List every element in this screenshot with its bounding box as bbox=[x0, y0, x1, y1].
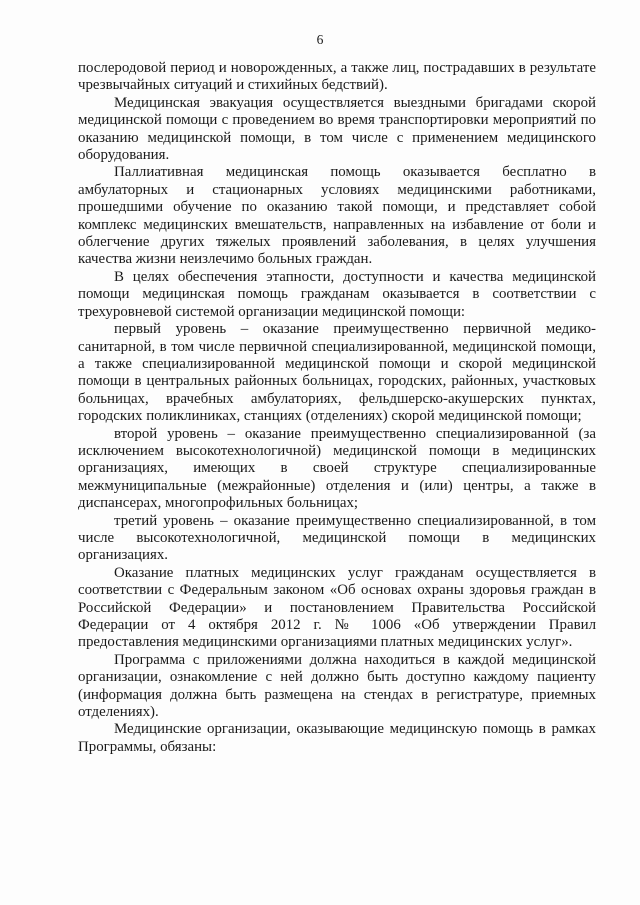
paragraph-palliative-care: Паллиативная медицинская помощь оказывается бесплатно в амбулаторных и стационарных условиях медицинскими работниками, прошедшими обучение по оказанию такой помощи, и представляет собой комплекс медицинских вмешательств, направленных на избавление от боли и облегчение других тяжелых проявлений заболевания, в целях улучшения качества жизни неизлечимо больных граждан. bbox=[78, 164, 596, 268]
list-item-second-level: второй уровень – оказание преимущественно специализированной (за исключением высокотехнологичной) медицинской помощи в медицинских организациях, имеющих в своей структуре специализированные межмуниципальные (межрайонные) отделения и (или) центры, а также в диспансерах, многопрофильных больницах; bbox=[78, 425, 596, 512]
list-item-third-level: третий уровень – оказание преимущественно специализированной, в том числе высокотехнологичной, медицинской помощи в медицинских организациях. bbox=[78, 512, 596, 564]
list-item-first-level: первый уровень – оказание преимущественно первичной медико-санитарной, в том числе первичной специализированной, медицинской помощи, а также специализированной медицинской помощи и скорой медицинской помощи в центральных районных больницах, городских, районных, участковых больницах, врачебных амбулаториях, фельдшерско-акушерских пунктах, городских поликлиниках, станциях (отделениях) скорой медицинской помощи; bbox=[78, 321, 596, 425]
paragraph-medical-evacuation: Медицинская эвакуация осуществляется выездными бригадами скорой медицинской помощи с проведением во время транспортировки мероприятий по оказанию медицинской помощи, в том числе с применением медицинского оборудования. bbox=[78, 94, 596, 164]
paragraph-organizations-obliged: Медицинские организации, оказывающие медицинскую помощь в рамках Программы, обязаны: bbox=[78, 721, 596, 755]
page-number: 6 bbox=[316, 32, 324, 47]
document-body bbox=[78, 60, 596, 756]
paragraph-three-level-system: В целях обеспечения этапности, доступности и качества медицинской помощи медицинская помощь гражданам оказывается в соответствии с трехуровневой системой организации медицинской помощи: bbox=[78, 268, 596, 320]
paragraph-program-availability: Программа с приложениями должна находиться в каждой медицинской организации, ознакомление с ней должно быть доступно каждому пациенту (информация должна быть размещена на стендах в регистратуре, приемных отделениях). bbox=[78, 651, 596, 721]
paragraph-paid-services: Оказание платных медицинских услуг гражданам осуществляется в соответствии с Федеральным законом «Об основах охраны здоровья граждан в Российской Федерации» и постановлением Правительства Российской Федерации от 4 октября 2012 г. № 1006 «Об утверждении Правил предоставления медицинскими организациями платных медицинских услуг». bbox=[78, 564, 596, 651]
paragraph-continuation: послеродовой период и новорожденных, а также лиц, пострадавших в результате чрезвычайных ситуаций и стихийных бедствий). bbox=[78, 60, 596, 94]
